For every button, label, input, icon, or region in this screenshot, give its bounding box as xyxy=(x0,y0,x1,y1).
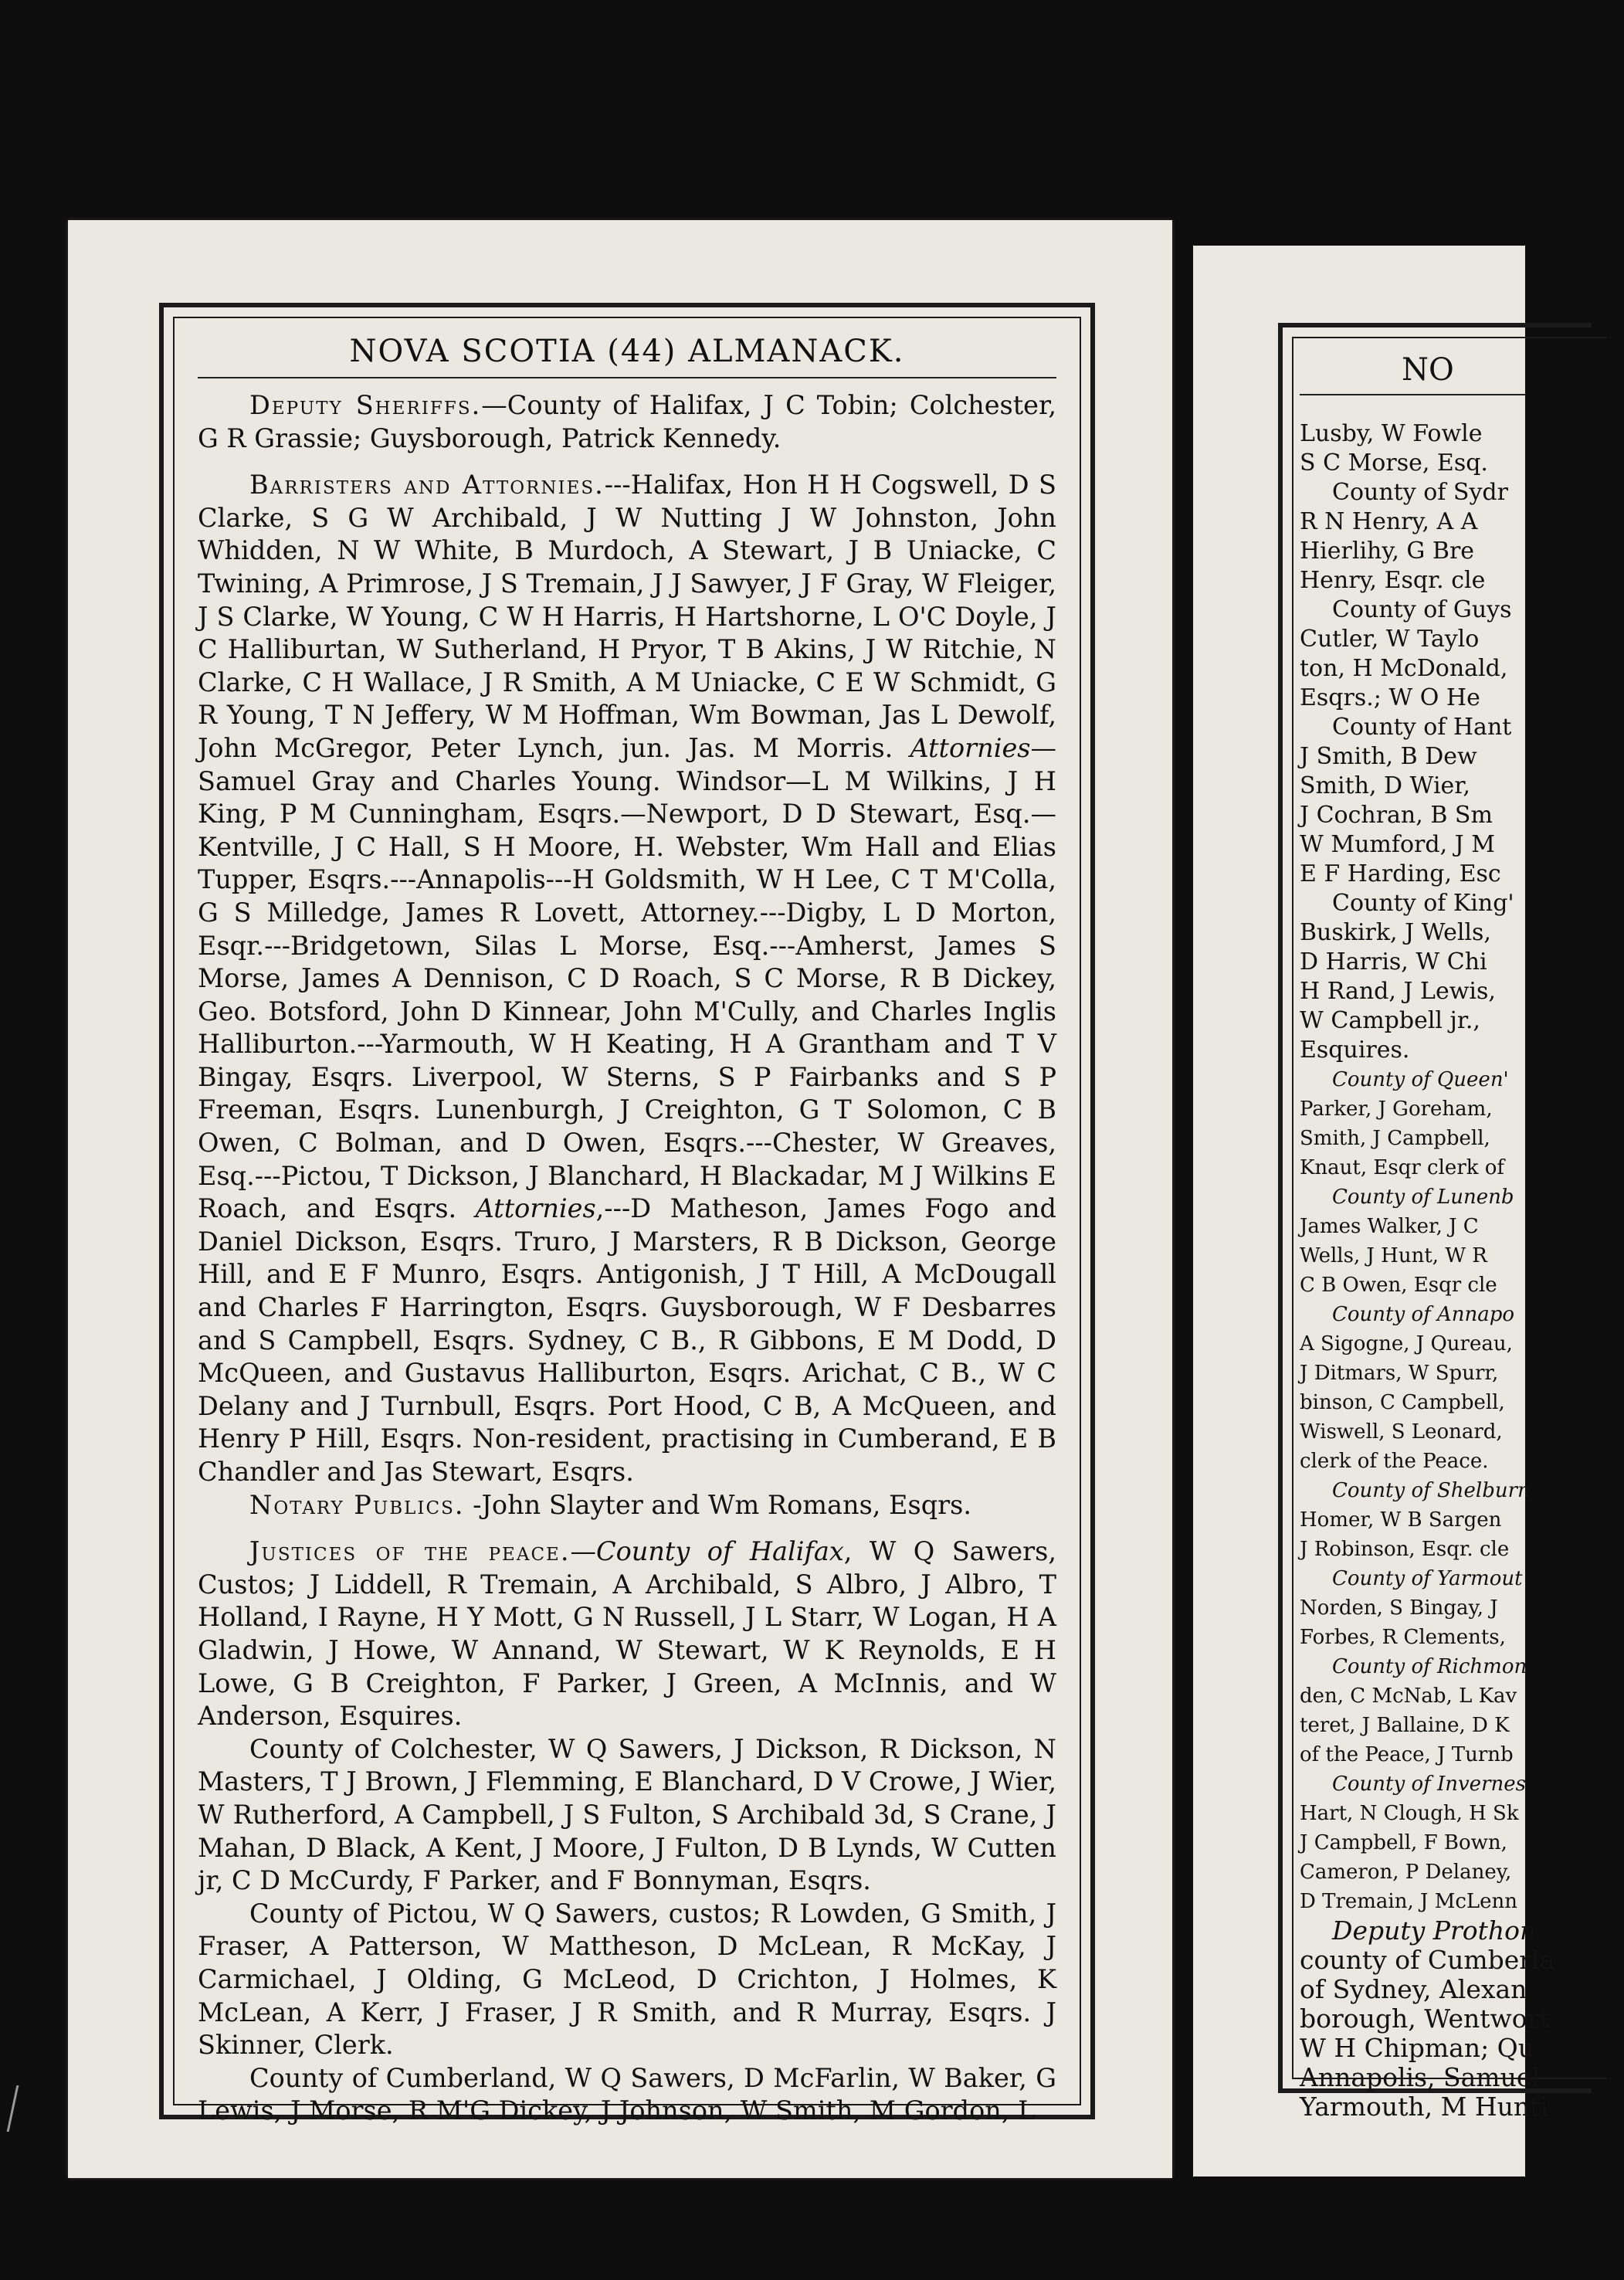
right-page-line: County of Queen' xyxy=(1332,1068,1509,1091)
right-page-line: Homer, W B Sargen xyxy=(1300,1508,1502,1532)
right-page-line: Esquires. xyxy=(1300,1037,1410,1064)
scan-edge-mark xyxy=(7,2085,33,2132)
paragraph xyxy=(198,1535,1056,1733)
right-page-line: H Rand, J Lewis, xyxy=(1300,978,1496,1005)
right-page-line: of the Peace, J Turnb xyxy=(1300,1743,1514,1766)
right-page-line: Lusby, W Fowle xyxy=(1300,420,1483,447)
right-page-line: Deputy Prothon xyxy=(1332,1915,1537,1946)
right-page-line: teret, J Ballaine, D K xyxy=(1300,1714,1510,1737)
paragraph xyxy=(198,1898,1056,2062)
right-page-line: Henry, Esqr. cle xyxy=(1300,567,1486,594)
right-page-line: J Cochran, B Sm xyxy=(1300,802,1493,829)
right-page-line: J Campbell, F Bown, xyxy=(1300,1831,1507,1854)
right-page-line: J Robinson, Esqr. cle xyxy=(1300,1538,1510,1561)
right-page-line: J Ditmars, W Spurr, xyxy=(1300,1362,1499,1385)
paragraph xyxy=(198,1489,1056,1522)
right-page-line: Buskirk, J Wells, xyxy=(1300,919,1491,946)
right-page-line: binson, C Campbell, xyxy=(1300,1391,1505,1414)
right-page-line: den, C McNab, L Kav xyxy=(1300,1685,1517,1708)
right-page-line: W H Chipman; Qu xyxy=(1300,2033,1534,2063)
right-page-line: County of Shelburn xyxy=(1332,1479,1531,1502)
right-page-line: Cutler, W Taylo xyxy=(1300,626,1480,653)
page-inner-border xyxy=(173,317,1081,2126)
text-run: , W Q Sawers, Custos; J Liddell, R Tremain, A Archibald, S Albro, J Albro, T Holland, I Rayne, H Y Mott, G N Russell, J L Starr, W Logan, H A Gladwin, J Howe, W Annand, W Stewart, W K Reynolds, E H Lowe, G B Creighton, F Parker, J Green, A McInnis, and W Anderson, Esquires. xyxy=(198,1536,1056,1732)
paragraph xyxy=(198,2062,1056,2128)
right-page-line: Cameron, P Delaney, xyxy=(1300,1861,1512,1884)
section-heading: Notary Publics. xyxy=(249,1489,465,1520)
right-page-line: C B Owen, Esqr cle xyxy=(1300,1274,1497,1297)
right-page-line: Hierlihy, G Bre xyxy=(1300,538,1475,565)
right-page-line: County of Richmon xyxy=(1332,1655,1527,1678)
italic-run: Attornies xyxy=(475,1193,596,1224)
page-header: NOVA SCOTIA (44) ALMANACK. xyxy=(349,334,905,369)
page-body xyxy=(198,389,1056,2128)
text-run: -John Slayter and Wm Romans, Esqrs. xyxy=(464,1489,972,1520)
right-page-line: county of Cumberla xyxy=(1300,1945,1555,1975)
right-page-line: County of Sydr xyxy=(1332,479,1508,506)
right-page-line: J Smith, B Dew xyxy=(1300,743,1477,770)
right-page-line: W Mumford, J M xyxy=(1300,831,1495,858)
right-page-line: Forbes, R Clements, xyxy=(1300,1626,1506,1649)
right-page-line: ton, H McDonald, xyxy=(1300,655,1508,682)
right-page-line: D Harris, W Chi xyxy=(1300,948,1487,975)
right-page-header: NO xyxy=(1402,352,1454,388)
section-heading: Justices of the peace. xyxy=(249,1536,571,1567)
right-page-line: Annapolis, Samuel xyxy=(1300,2062,1540,2092)
right-page-line: County of Lunenb xyxy=(1332,1186,1514,1209)
right-page-line: Yarmouth, M Hunti xyxy=(1300,2092,1548,2122)
paragraph xyxy=(198,389,1056,455)
right-page-line: Wiswell, S Leonard, xyxy=(1300,1420,1503,1444)
section-heading: Deputy Sheriffs. xyxy=(249,390,482,420)
right-page-line: Knaut, Esqr clerk of xyxy=(1300,1156,1505,1179)
right-page-line: Hart, N Clough, H Sk xyxy=(1300,1802,1519,1825)
right-page-line: Wells, J Hunt, W R xyxy=(1300,1244,1487,1267)
text-run: — xyxy=(570,1536,596,1567)
text-run: —Samuel Gray and Charles Young. Windsor—L M Wilkins, J H King, P M Cunningham, Esqrs.—Newport, D D Stewart, Esq.—Kentville, J C Hall, S H Moore, H. Webster, Wm Hall and Elias Tupper, Esqrs.---Annapolis---H Goldsmith, W H Lee, C T M'Colla, G S Milledge, James R Lovett, Attorney.---Digby, L D Morton, Esqr.---Bridgetown, Silas L Morse, Esq.---Amherst, James S Morse, James A Dennison, C D Roach, S C Morse, R B Dickey, Geo. Botsford, John D Kinnear, John M'Cully, and Charles Inglis Halliburton.---Yarmouth, W H Keating, H A Grantham and T V Bingay, Esqrs. Liverpool, W Sterns, S P Fairbanks and S P Freeman, Esqrs. Lunenburgh, J Creighton, G T Solomon, C B Owen, C Bolman, and D Owen, Esqrs.---Chester, W Greaves, Esq.---Pictou, T Dickson, J Blanchard, H Blackadar, M J Wilkins E Roach, and Esqrs. xyxy=(198,732,1056,1224)
right-page-line: County of Annapo xyxy=(1332,1303,1515,1326)
right-header-rule xyxy=(1300,394,1525,395)
right-page-line: of Sydney, Alexan xyxy=(1300,1974,1527,2004)
right-page-line: borough, Wentwort xyxy=(1300,2003,1550,2034)
text-run: ---Halifax, Hon H H Cogswell, D S Clarke, S G W Archibald, J W Nutting J W Johnston, John Whidden, N W White, B Murdoch, A Stewart, J B Uniacke, C Twining, A Primrose, J S Tremain, J J Sawyer, J F Gray, W Fleiger, J S Clarke, W Young, C W H Harris, H Hartshorne, L O'C Doyle, J C Halliburtan, W Sutherland, H Pryor, T B Akins, J W Ritchie, N Clarke, C H Wallace, J R Smith, A M Uniacke, C E W Schmidt, G R Young, T N Jeffery, W M Hoffman, Wm Bowman, Jas L Dewolf, John McGregor, Peter Lynch, jun. Jas. M Morris. xyxy=(198,470,1056,763)
right-page-line: Parker, J Goreham, xyxy=(1300,1098,1493,1121)
right-page-line: clerk of the Peace. xyxy=(1300,1450,1489,1473)
right-page-line: County of Hant xyxy=(1332,714,1512,741)
right-page-line: S C Morse, Esq. xyxy=(1300,450,1488,477)
right-page-line: County of Guys xyxy=(1332,596,1512,623)
right-page-line: W Campbell jr., xyxy=(1300,1007,1480,1034)
text-run: County of Colchester, W Q Sawers, J Dickson, R Dickson, N Masters, T J Brown, J Flemming, E Blanchard, D V Crowe, J Wier, W Rutherford, A Campbell, J S Fulton, S Archibald 3d, S Crane, J Mahan, D Black, A Kent, J Moore, J Fulton, D B Lynds, W Cutten jr, C D McCurdy, F Parker, and F Bonnyman, Esqrs. xyxy=(198,1733,1056,1896)
right-page-line: D Tremain, J McLenn xyxy=(1300,1890,1518,1913)
page-border xyxy=(159,303,1095,2126)
right-page-line: A Sigogne, J Qureau, xyxy=(1300,1332,1513,1355)
section-heading: Barristers and Attornies. xyxy=(249,470,605,500)
text-run: ,---D Matheson, James Fogo and Daniel Dickson, Esqrs. Truro, J Marsters, R B Dickson, George Hill, and E F Munro, Esqrs. Antigonish, J T Hill, A McDougall and Charles F Harrington, Esqrs. Guysborough, W F Desbarres and S Campbell, Esqrs. Sydney, C B., R Gibbons, E M Dodd, D McQueen, and Gustavus Halliburton, Esqrs. Arichat, C B., W C Delany and J Turnbull, Esqrs. Port Hood, C B, A McQueen, and Henry P Hill, Esqrs. Non-resident, practising in Cumberand, E B Chandler and Jas Stewart, Esqrs. xyxy=(198,1193,1056,1487)
right-page-line: E F Harding, Esc xyxy=(1300,860,1501,887)
right-page-line: County of King' xyxy=(1332,890,1514,917)
right-page-line: Esqrs.; W O He xyxy=(1300,684,1480,711)
right-page-line: Norden, S Bingay, J xyxy=(1300,1596,1498,1620)
text-run: County of Cumberland, W Q Sawers, D McFarlin, W Baker, G Lewis, J Morse, R M'G Dickey, J Johnson, W Smith, M Gordon, L xyxy=(198,2062,1056,2126)
paragraph xyxy=(198,1733,1056,1898)
text-run: —County of Halifax, J C Tobin; Colchester, G R Grassie; Guysborough, Patrick Kennedy. xyxy=(198,390,1056,453)
text-run: County of Pictou, W Q Sawers, custos; R Lowden, G Smith, J Fraser, A Patterson, W Mattheson, D McLean, R McKay, J Carmichael, J Olding, G McLeod, D Crichton, J Holmes, K McLean, A Kerr, J Fraser, J R Smith, and R Murray, Esqrs. J Skinner, Clerk. xyxy=(198,1898,1056,2061)
right-page-line: County of Invernes xyxy=(1332,1773,1526,1796)
right-page-line: County of Yarmout xyxy=(1332,1567,1523,1590)
right-page-line: Smith, J Campbell, xyxy=(1300,1127,1490,1150)
italic-run: Attornies xyxy=(910,732,1031,763)
right-page-line: James Walker, J C xyxy=(1300,1215,1479,1238)
right-page-body xyxy=(1300,419,1624,2122)
right-page-line: Smith, D Wier, xyxy=(1300,772,1470,799)
paragraph xyxy=(198,469,1056,1488)
header-rule xyxy=(198,377,1056,378)
italic-run: County of Halifax xyxy=(595,1536,844,1567)
right-page-line: R N Henry, A A xyxy=(1300,508,1478,535)
left-page xyxy=(68,220,1172,2178)
right-page xyxy=(1193,246,1555,2177)
